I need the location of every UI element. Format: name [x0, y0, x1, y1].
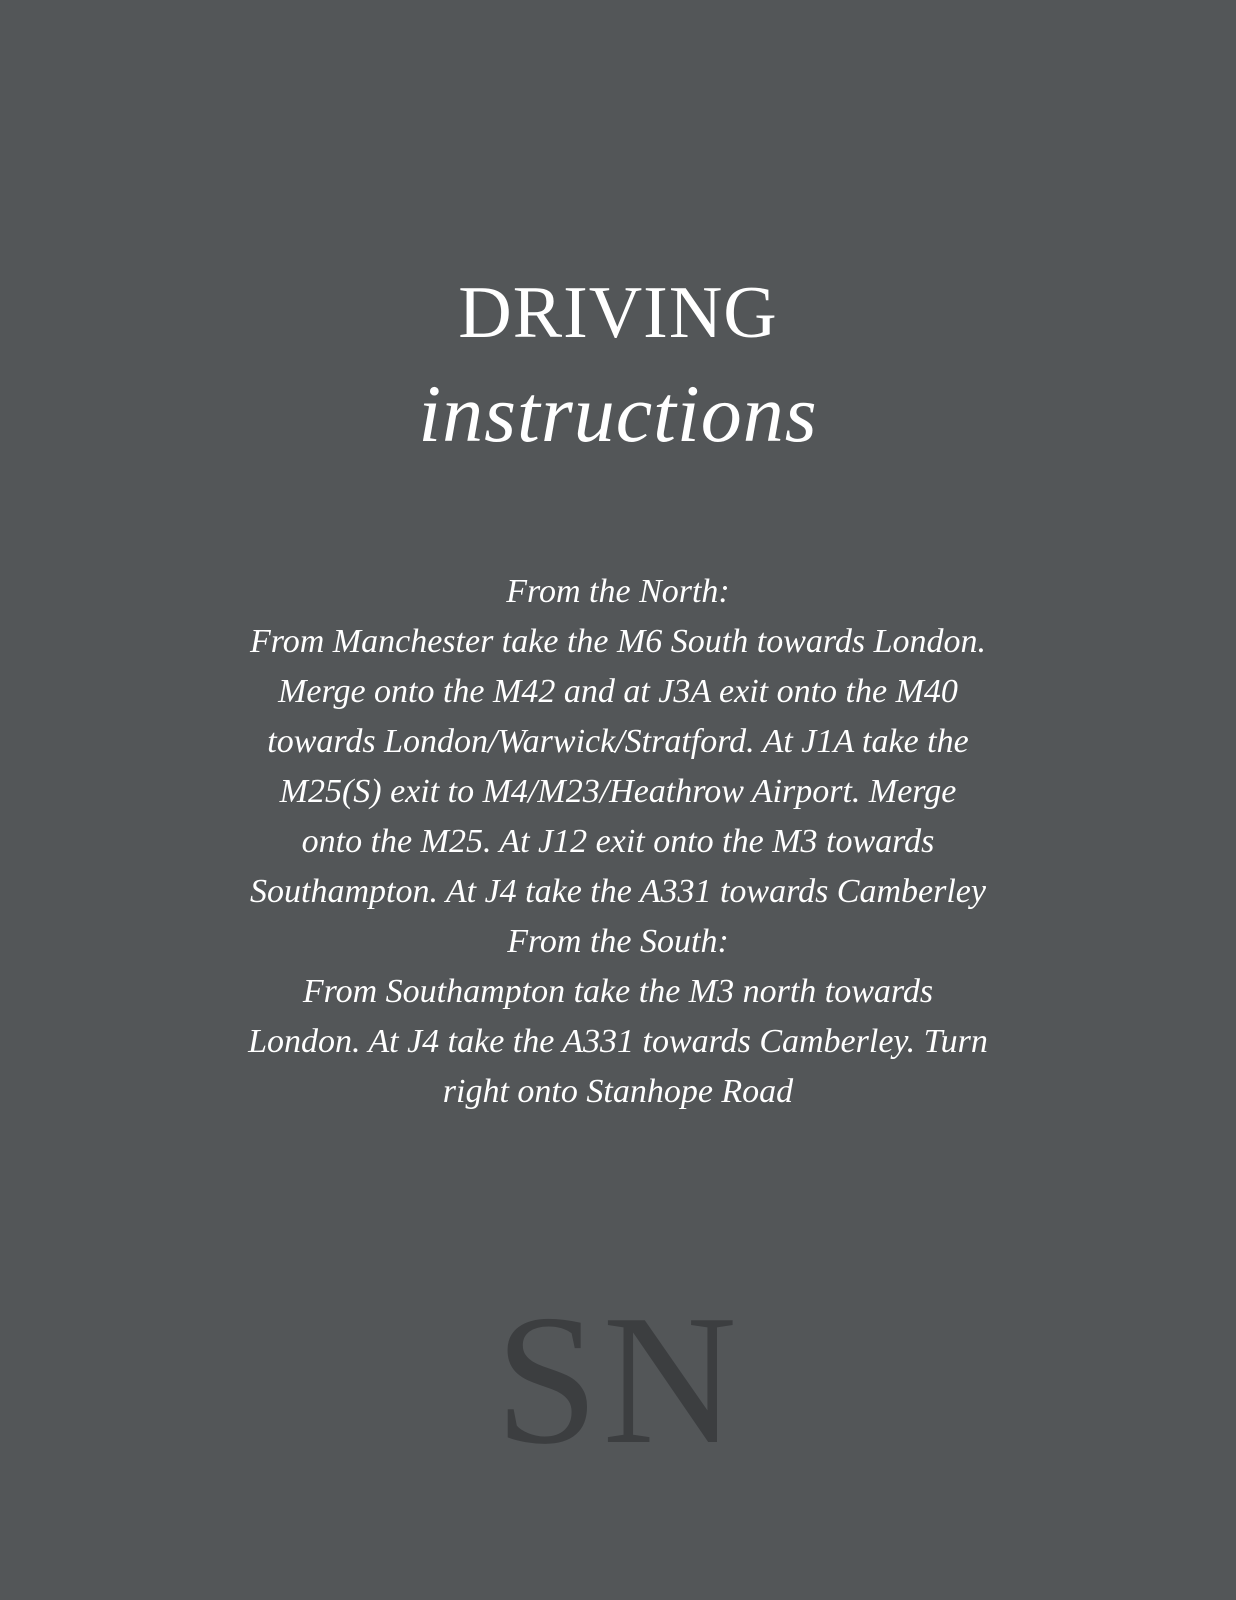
north-heading: From the North: — [506, 573, 730, 610]
south-directions: From Southampton take the M3 north towards London. At J4 take the A331 towards Camberley. Turn right onto Stanhope Road — [248, 973, 988, 1110]
south-heading: From the South: — [507, 923, 729, 960]
monogram-logo: SN — [495, 1277, 741, 1483]
directions-body — [248, 567, 988, 1117]
page-subtitle: instructions — [418, 368, 818, 459]
north-directions: From Manchester take the M6 South towards London. Merge onto the M42 and at J3A exit onto the M40 towards London/Warwick/Stratford. At J1A take the M25(S) exit to M4/M23/Heathrow Airport. Merge onto the M25. At J12 exit onto the M3 towards Southampton. At J4 take the A331 towards Camberley — [250, 623, 986, 910]
page-title: DRIVING — [458, 272, 778, 354]
